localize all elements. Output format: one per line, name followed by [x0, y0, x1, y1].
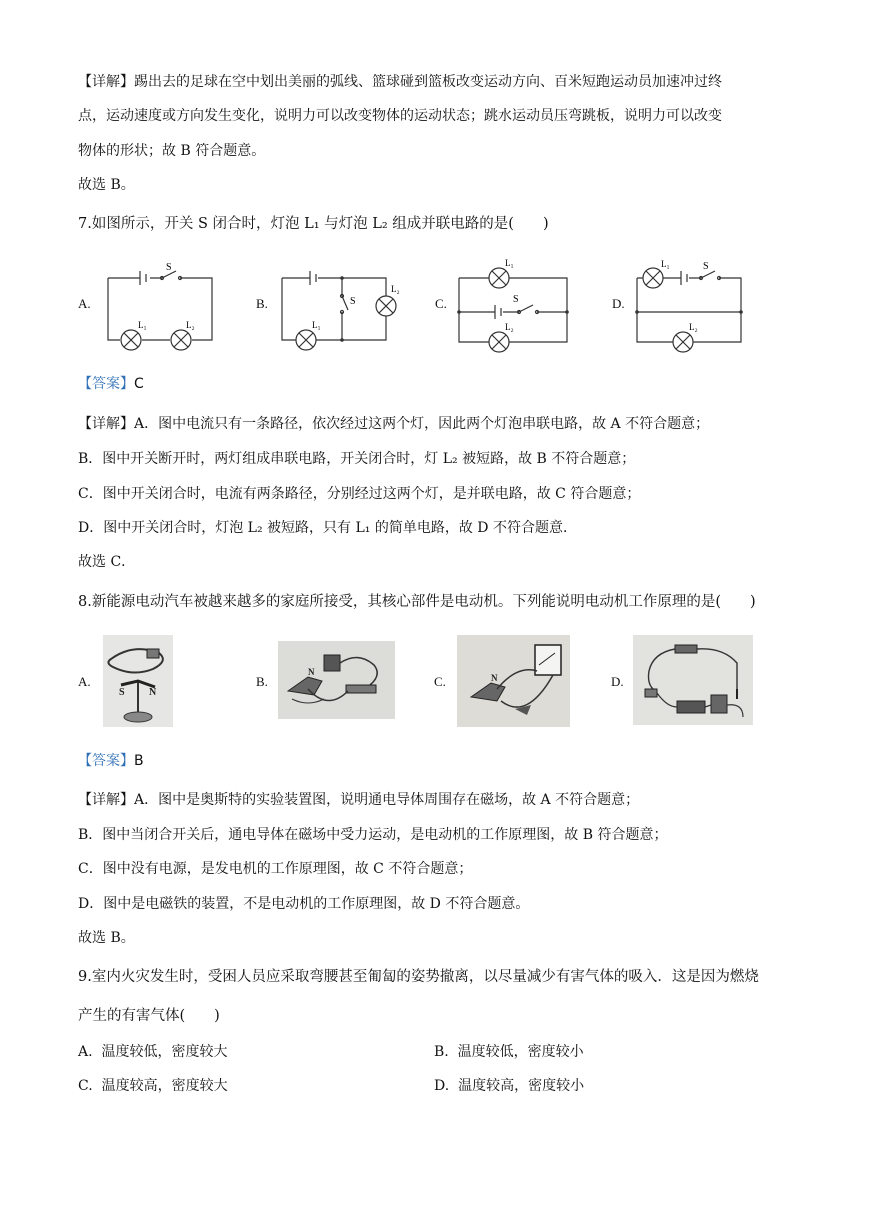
q8-picture-c-generator-setup	[457, 635, 570, 727]
q8-option-b-label: B.	[256, 674, 268, 689]
circuit-d-s-label: S	[703, 261, 709, 272]
q9-option-b	[434, 1042, 584, 1062]
q9-option-c	[78, 1076, 228, 1096]
circuit-d-l2-label: L₂	[689, 322, 698, 332]
q9-option-c-letter: C.	[78, 1078, 93, 1094]
q9-option-d-letter: D.	[434, 1078, 450, 1094]
q7-option-c-label: C.	[435, 296, 447, 311]
q8-answer-value: B	[134, 753, 144, 769]
q8-picture-b-motor-setup	[278, 641, 395, 719]
q7-answer-tag: 【答案】	[78, 376, 134, 392]
q9-stem-line-2: 产生的有害气体( )	[78, 1008, 220, 1024]
circuit-a-s-label: S	[166, 262, 172, 273]
q8-detail-a: 【详解】A．图中是奥斯特的实验装置图，说明通电导体周围存在磁场，故 A 不符合题意；	[78, 792, 640, 808]
q7-detail-a: 【详解】A．图中电流只有一条路径，依次经过这两个灯，因此两个灯泡串联电路，故 A 不符合题意；	[78, 416, 710, 432]
q8-answer-tag: 【答案】	[78, 753, 134, 769]
prev-detail-line-1: 【详解】踢出去的足球在空中划出美丽的弧线、篮球碰到篮板改变运动方向、百米短跑运动员加速冲过终	[78, 74, 722, 90]
q7-circuit-b	[278, 258, 403, 358]
q8-picture-a-oersted	[103, 635, 173, 727]
q9-option-c-text: 温度较高，密度较大	[101, 1078, 228, 1094]
q7-circuit-c	[455, 256, 575, 360]
q8-detail-d: D．图中是电磁铁的装置，不是电动机的工作原理图，故 D 不符合题意。	[78, 896, 530, 912]
picture-a-s-label: S	[119, 687, 125, 698]
circuit-a-l1-label: L₁	[138, 320, 147, 330]
q7-circuit-a	[100, 258, 220, 358]
q9-option-a-letter: A.	[78, 1044, 93, 1060]
q7-detail-d: D．图中开关闭合时，灯泡 L₂ 被短路，只有 L₁ 的简单电路，故 D 不符合题意．	[78, 520, 577, 536]
circuit-c-l1-label: L₁	[505, 258, 514, 268]
q9-option-d	[434, 1076, 584, 1096]
circuit-b-l2-label: L₂	[391, 284, 400, 294]
q8-detail-b: B．图中当闭合开关后，通电导体在磁场中受力运动，是电动机的工作原理图，故 B 符合题意；	[78, 827, 668, 843]
q8-conclusion: 故选 B。	[78, 930, 135, 946]
q9-stem-line-1: 9.室内火灾发生时，受困人员应采取弯腰甚至匍匐的姿势撤离，以尽量减少有害气体的吸入．这是因为燃烧	[78, 969, 759, 985]
prev-detail-line-2: 点，运动速度或方向发生变化，说明力可以改变物体的运动状态；跳水运动员压弯跳板，说明力可以改变	[78, 108, 722, 124]
q7-answer	[78, 374, 144, 394]
q7-option-b-label: B.	[256, 296, 268, 311]
circuit-b-l1-label: L₁	[312, 320, 321, 330]
circuit-a-l2-label: L₂	[186, 320, 195, 330]
q8-option-d-label: D.	[611, 674, 624, 689]
q7-option-a-label: A.	[78, 296, 91, 311]
q8-option-a-label: A.	[78, 674, 91, 689]
q7-circuit-d	[633, 256, 748, 360]
picture-b-n-label: N	[308, 667, 315, 677]
q9-option-a	[78, 1042, 227, 1062]
q8-detail-c: C．图中没有电源，是发电机的工作原理图，故 C 不符合题意；	[78, 861, 473, 877]
q7-conclusion: 故选 C．	[78, 554, 136, 570]
q7-option-d-label: D.	[612, 296, 625, 311]
prev-detail-line-3: 物体的形状；故 B 符合题意。	[78, 143, 266, 159]
q8-picture-d-electromagnet-setup	[633, 635, 753, 725]
q9-option-b-text: 温度较低，密度较小	[457, 1044, 584, 1060]
q9-option-d-text: 温度较高，密度较小	[458, 1078, 585, 1094]
q8-answer	[78, 751, 144, 771]
q8-stem: 8.新能源电动汽车被越来越多的家庭所接受，其核心部件是电动机。下列能说明电动机工作原理的是( )	[78, 594, 756, 610]
circuit-b-s-label: S	[350, 296, 356, 307]
prev-conclusion: 故选 B。	[78, 177, 135, 193]
picture-a-n-label: N	[149, 687, 157, 698]
q8-option-c-label: C.	[434, 674, 446, 689]
q9-option-b-letter: B.	[434, 1044, 449, 1060]
circuit-c-s-label: S	[513, 294, 519, 305]
circuit-c-l2-label: L₂	[505, 322, 514, 332]
q7-answer-value: C	[134, 376, 144, 392]
circuit-d-l1-label: L₁	[661, 259, 670, 269]
q7-stem: 7.如图所示，开关 S 闭合时，灯泡 L₁ 与灯泡 L₂ 组成并联电路的是( )	[78, 216, 549, 232]
picture-c-n-label: N	[491, 673, 498, 683]
q7-detail-c: C．图中开关闭合时，电流有两条路径，分别经过这两个灯，是并联电路，故 C 符合题意；	[78, 486, 641, 502]
q7-detail-b: B．图中开关断开时，两灯组成串联电路，开关闭合时，灯 L₂ 被短路，故 B 不符合题意；	[78, 451, 636, 467]
q9-option-a-text: 温度较低，密度较大	[101, 1044, 228, 1060]
